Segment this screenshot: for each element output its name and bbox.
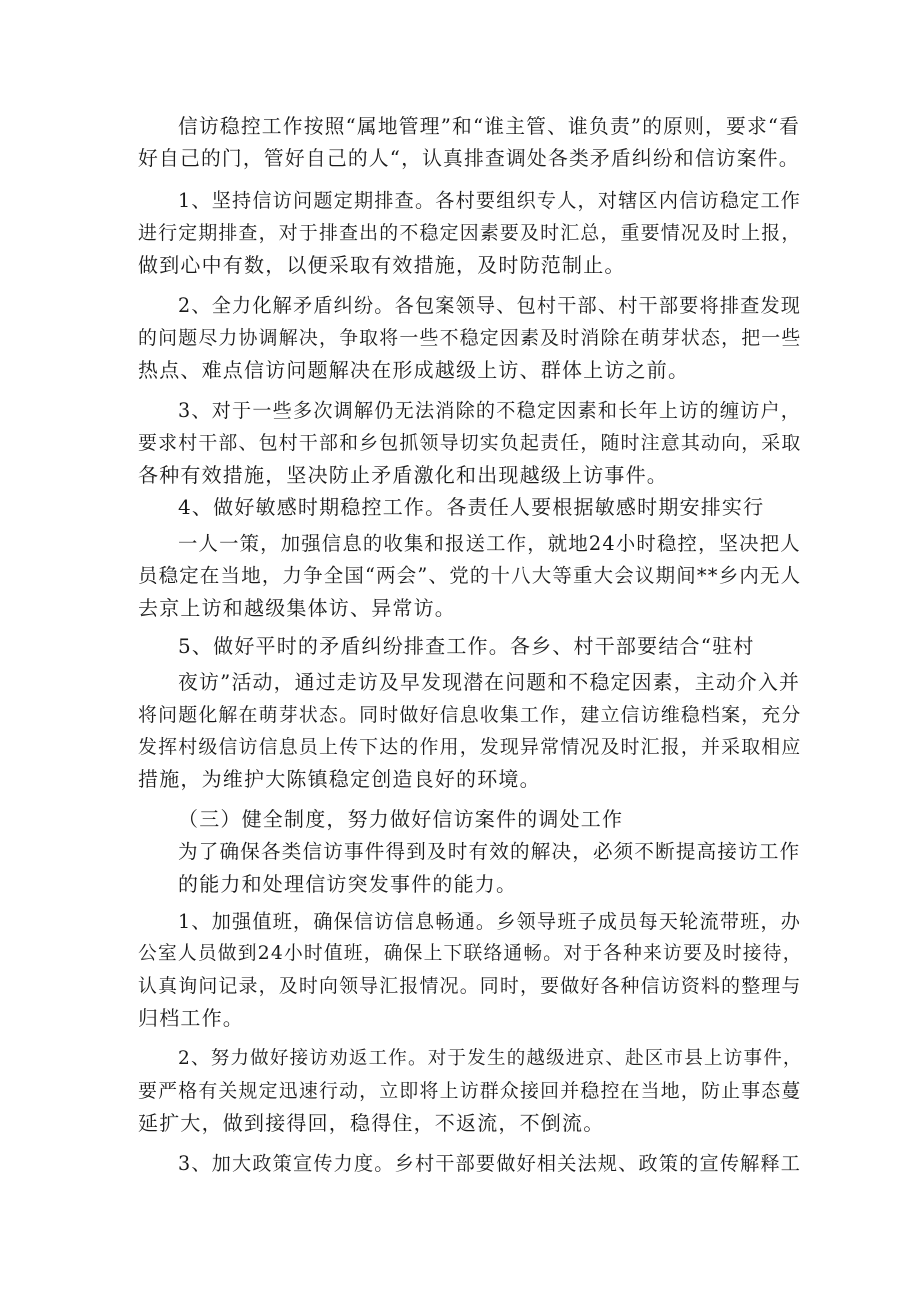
paragraph-line: 的能力和处理信访突发事件的能力。 — [178, 872, 518, 896]
section-heading: （三）健全制度，努力做好信访案件的调处工作 — [178, 807, 624, 831]
paragraph-line: 将问题化解在萌芽状态。同时做好信息收集工作，建立信访维稳档案，充分 — [138, 704, 802, 726]
paragraph-line: 信访稳控工作按照“属地管理”和“谁主管、谁负责”的原则，要求“看 — [178, 115, 801, 138]
paragraph-line: 4、做好敏感时期稳控工作。各责任人要根据敏感时期安排实行 — [178, 495, 765, 519]
paragraph-line: 发挥村级信访信息员上传下达的作用，发现异常情况及时汇报，并采取相应 — [138, 736, 802, 758]
paragraph-line: 为了确保各类信访事件得到及时有效的解决，必须不断提高接访工作 — [178, 840, 801, 863]
paragraph-line: 2、努力做好接访劝返工作。对于发生的越级进京、赴区市县上访事件， — [178, 1048, 803, 1069]
paragraph-line: 进行定期排查，对于排查出的不稳定因素要及时汇总，重要情况及时上报， — [138, 222, 802, 244]
paragraph-line: 去京上访和越级集体访、异常访。 — [138, 596, 456, 620]
paragraph-line: 的问题尽力协调解决，争取将一些不稳定因素及时消除在萌芽状态，把一些 — [138, 327, 802, 349]
paragraph-line: 3、对于一些多次调解仍无法消除的不稳定因素和长年上访的缠访户， — [178, 399, 802, 422]
paragraph-line: 2、全力化解矛盾纠纷。各包案领导、包村干部、村干部要将排查发现 — [178, 294, 802, 317]
paragraph-line: 5、做好平时的矛盾纠纷排查工作。各乡、村干部要结合“驻村 — [178, 634, 755, 658]
paragraph-line: 延扩大，做到接得回，稳得住，不返流，不倒流。 — [138, 1111, 605, 1135]
paragraph-line: 夜访”活动，通过走访及早发现潜在问题和不稳定因素，主动介入并 — [178, 671, 801, 694]
paragraph-line: 归档工作。 — [138, 1006, 244, 1030]
paragraph-line: 员稳定在当地，力争全国“两会”、党的十八大等重大会议期间**乡内无人 — [138, 564, 802, 587]
paragraph-line: 1、加强值班，确保信访信息畅通。乡领导班子成员每天轮流带班，办 — [178, 910, 802, 933]
paragraph-line: 要严格有关规定迅速行动，立即将上访群众接回并稳控在当地，防止事态蔓 — [138, 1080, 802, 1102]
paragraph-line: 公室人员做到24小时值班，确保上下联络通畅。对于各种来访要及时接待， — [138, 943, 803, 964]
paragraph-line: 热点、难点信访问题解决在形成越级上访、群体上访之前。 — [138, 358, 690, 382]
paragraph-line: 认真询问记录，及时向领导汇报情况。同时，要做好各种信访资料的整理与 — [138, 975, 802, 997]
paragraph-line: 各种有效措施，坚决防止矛盾激化和出现越级上访事件。 — [138, 463, 668, 487]
paragraph-line: 一人一策，加强信息的收集和报送工作，就地24小时稳控，坚决把人 — [178, 532, 801, 555]
paragraph-line: 好自己的门，管好自己的人“，认真排查调处各类矛盾纠纷和信访案件。 — [138, 147, 800, 170]
paragraph-line: 措施，为维护大陈镇稳定创造良好的环境。 — [138, 767, 541, 791]
paragraph-line: 要求村干部、包村干部和乡包抓领导切实负起责任，随时注意其动向，采取 — [138, 432, 802, 454]
paragraph-line: 3、加大政策宣传力度。乡村干部要做好相关法规、政策的宣传解释工 — [178, 1152, 802, 1175]
paragraph-line: 1、坚持信访问题定期排查。各村要组织专人，对辖区内信访稳定工作 — [178, 189, 802, 212]
paragraph-line: 做到心中有数，以便采取有效措施，及时防范制止。 — [138, 253, 626, 277]
